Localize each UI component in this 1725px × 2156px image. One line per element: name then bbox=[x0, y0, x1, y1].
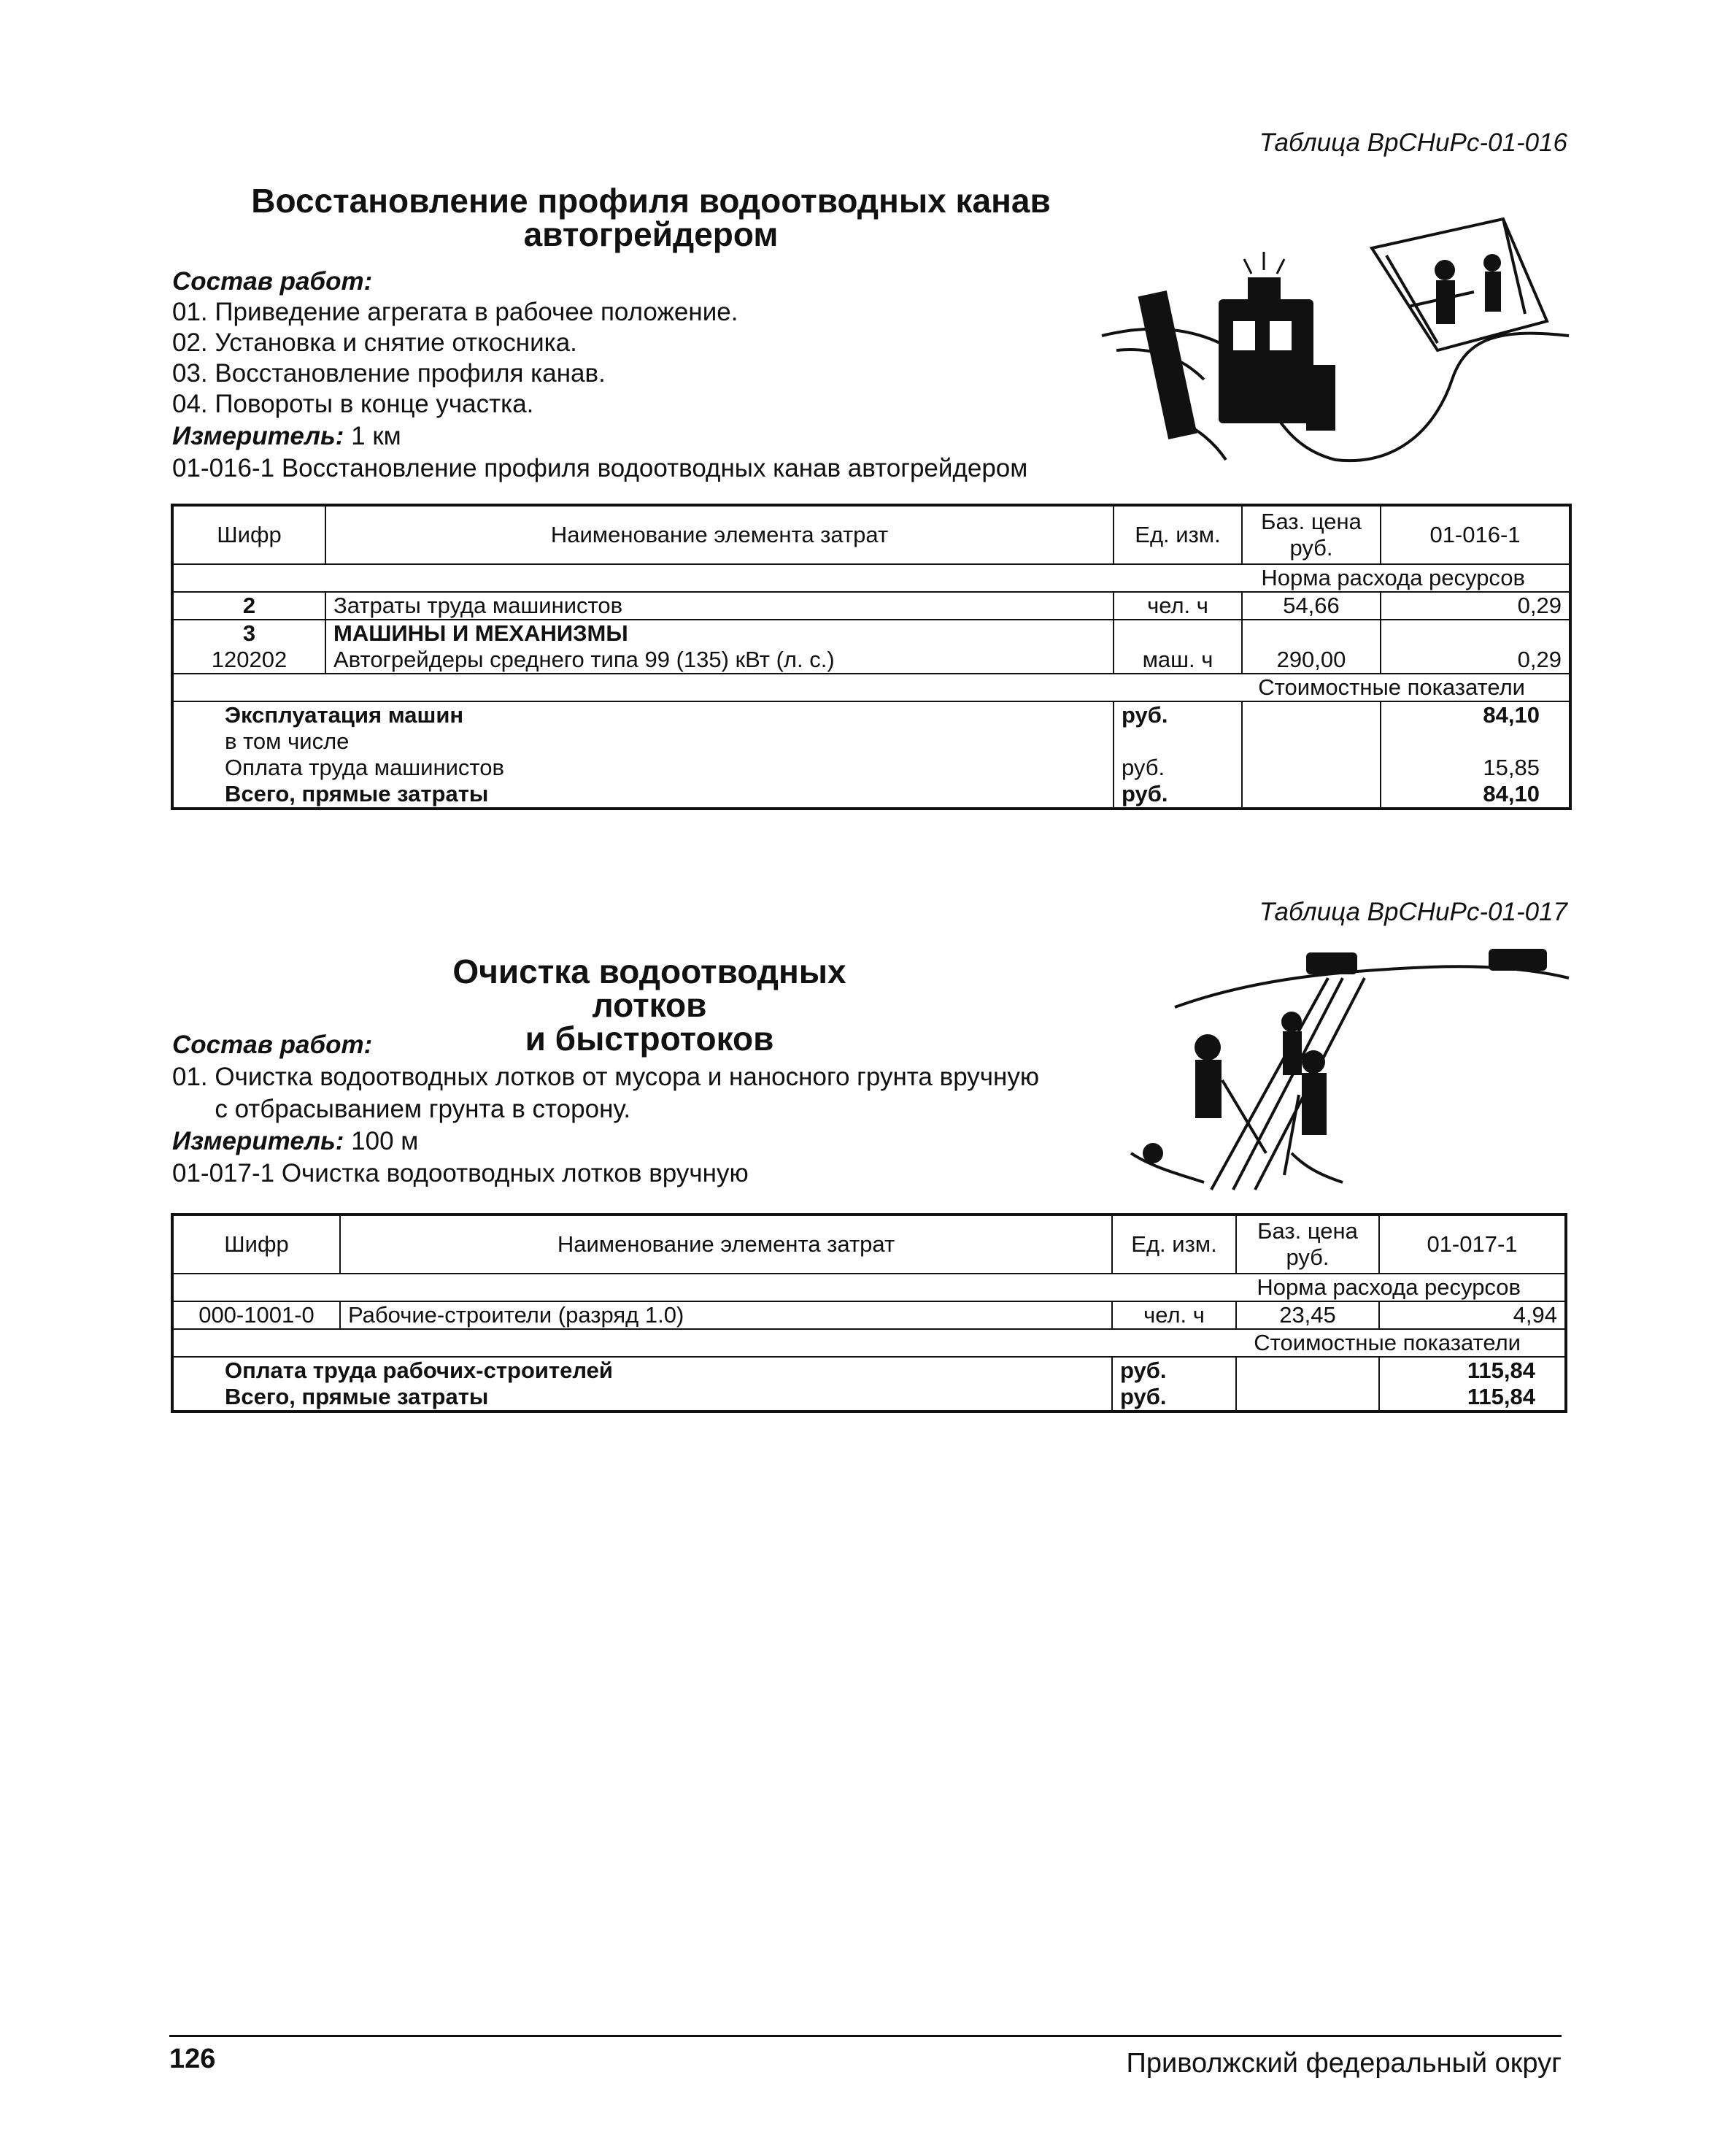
title-line: Восстановление профиля водоотводных канав bbox=[251, 182, 1051, 220]
cell-price: 23,45 bbox=[1236, 1301, 1379, 1329]
work-item: с отбрасыванием грунта в сторону. bbox=[172, 1095, 631, 1123]
work-item: 01. Очистка водоотводных лотков от мусора и наносного грунта вручную bbox=[172, 1063, 1040, 1091]
table-header-row bbox=[172, 1214, 1566, 1274]
works-heading: Состав работ: bbox=[172, 267, 373, 296]
title-line: и быстротоков bbox=[525, 1020, 774, 1058]
cell-unit: руб. bbox=[1114, 781, 1242, 809]
cell-value: 4,94 bbox=[1379, 1301, 1566, 1329]
norm-line: 01-017-1 Очистка водоотводных лотков вручную bbox=[172, 1159, 749, 1187]
grader-illustration bbox=[1095, 204, 1576, 482]
cell-unit bbox=[1114, 728, 1242, 755]
cell-code: 120202 bbox=[172, 647, 325, 674]
norm-line: 01-016-1 Восстановление профиля водоотводных канав автогрейдером bbox=[172, 454, 1028, 482]
header-norm-code: 01-016-1 bbox=[1381, 505, 1570, 564]
cell-name: Всего, прямые затраты bbox=[172, 1384, 1112, 1412]
cost-table bbox=[171, 504, 1572, 810]
table-code: Таблица ВрСНиРс-01-016 bbox=[1259, 128, 1567, 157]
cell-code: 000-1001-0 bbox=[172, 1301, 340, 1329]
cell-unit: чел. ч bbox=[1114, 592, 1242, 620]
work-item: 01. Приведение агрегата в рабочее положение. bbox=[172, 298, 738, 326]
cell-name: Затраты труда машинистов bbox=[325, 592, 1114, 620]
title-line: автогрейдером bbox=[523, 215, 779, 253]
header-code: Шифр bbox=[172, 1214, 340, 1274]
band-costs: Стоимостные показатели bbox=[172, 674, 1570, 701]
cell-name: Эксплуатация машин bbox=[172, 701, 1114, 728]
band-resources: Норма расхода ресурсов bbox=[172, 564, 1570, 592]
table-row bbox=[172, 1384, 1566, 1412]
header-name: Наименование элемента затрат bbox=[325, 505, 1114, 564]
table-code: Таблица ВрСНиРс-01-017 bbox=[1259, 898, 1567, 926]
header-price: Баз. цена руб. bbox=[1242, 505, 1381, 564]
band-row bbox=[172, 1274, 1566, 1301]
cell-value: 115,84 bbox=[1467, 1384, 1535, 1409]
header-unit: Ед. изм. bbox=[1114, 505, 1242, 564]
cost-table bbox=[171, 1213, 1567, 1413]
cell-code: 3 bbox=[172, 620, 325, 647]
section-title bbox=[169, 184, 1132, 251]
cell-unit bbox=[1114, 620, 1242, 647]
table-row bbox=[172, 1357, 1566, 1384]
work-item: 04. Повороты в конце участка. bbox=[172, 390, 534, 418]
table-header-row bbox=[172, 505, 1570, 564]
cell-unit: руб. bbox=[1112, 1384, 1236, 1412]
footer-rule bbox=[169, 2035, 1562, 2037]
table-row bbox=[172, 620, 1570, 647]
band-row bbox=[172, 1329, 1566, 1357]
cell-name: Оплата труда машинистов bbox=[172, 755, 1114, 781]
table-row bbox=[172, 647, 1570, 674]
table-row bbox=[172, 701, 1570, 728]
meter-line bbox=[172, 422, 401, 451]
header-price: Баз. цена руб. bbox=[1236, 1214, 1379, 1274]
cell-value: 84,10 bbox=[1483, 781, 1540, 806]
cell-price bbox=[1242, 620, 1381, 647]
cell-unit: чел. ч bbox=[1112, 1301, 1236, 1329]
meter-line bbox=[172, 1127, 418, 1156]
header-norm-code: 01-017-1 bbox=[1379, 1214, 1566, 1274]
band-row bbox=[172, 564, 1570, 592]
band-costs: Стоимостные показатели bbox=[172, 1329, 1566, 1357]
table-row bbox=[172, 592, 1570, 620]
table-row bbox=[172, 755, 1570, 781]
meter-label: Измеритель: bbox=[172, 422, 344, 450]
cell-name: Рабочие-строители (разряд 1.0) bbox=[340, 1301, 1112, 1329]
table-row bbox=[172, 728, 1570, 755]
cell-value: 0,29 bbox=[1381, 647, 1570, 674]
title-line: Очистка водоотводных лотков bbox=[452, 952, 846, 1024]
section-title bbox=[409, 952, 890, 1058]
meter-label: Измеритель: bbox=[172, 1127, 344, 1155]
works-heading: Состав работ: bbox=[172, 1031, 373, 1059]
cell-value bbox=[1381, 620, 1570, 647]
page-number: 126 bbox=[169, 2044, 216, 2074]
table-row bbox=[172, 1301, 1566, 1329]
cell-name: Оплата труда рабочих-строителей bbox=[172, 1357, 1112, 1384]
meter-value: 1 км bbox=[344, 422, 401, 450]
cell-value: 115,84 bbox=[1467, 1358, 1535, 1383]
header-name: Наименование элемента затрат bbox=[340, 1214, 1112, 1274]
header-code: Шифр bbox=[172, 505, 325, 564]
work-item: 02. Установка и снятие откосника. bbox=[172, 328, 577, 357]
cell-name: МАШИНЫ И МЕХАНИЗМЫ bbox=[325, 620, 1114, 647]
cell-name: Всего, прямые затраты bbox=[172, 781, 1114, 809]
cell-unit: руб. bbox=[1114, 701, 1242, 728]
cell-value: 84,10 bbox=[1483, 702, 1540, 728]
workers-illustration bbox=[1124, 934, 1576, 1197]
meter-value: 100 м bbox=[344, 1127, 419, 1155]
header-unit: Ед. изм. bbox=[1112, 1214, 1236, 1274]
cell-price: 290,00 bbox=[1242, 647, 1381, 674]
band-resources: Норма расхода ресурсов bbox=[172, 1274, 1566, 1301]
cell-unit: маш. ч bbox=[1114, 647, 1242, 674]
band-row bbox=[172, 674, 1570, 701]
cell-value: 0,29 bbox=[1381, 592, 1570, 620]
table-row bbox=[172, 781, 1570, 809]
cell-name: в том числе bbox=[172, 728, 1114, 755]
cell-unit: руб. bbox=[1114, 755, 1242, 781]
cell-value bbox=[1381, 728, 1570, 755]
cell-unit: руб. bbox=[1112, 1357, 1236, 1384]
cell-value: 15,85 bbox=[1483, 755, 1540, 780]
cell-price: 54,66 bbox=[1242, 592, 1381, 620]
work-item: 03. Восстановление профиля канав. bbox=[172, 359, 606, 388]
cell-name: Автогрейдеры среднего типа 99 (135) кВт (л. с.) bbox=[325, 647, 1114, 674]
cell-code: 2 bbox=[172, 592, 325, 620]
footer-region: Приволжский федеральный округ bbox=[1126, 2048, 1562, 2079]
